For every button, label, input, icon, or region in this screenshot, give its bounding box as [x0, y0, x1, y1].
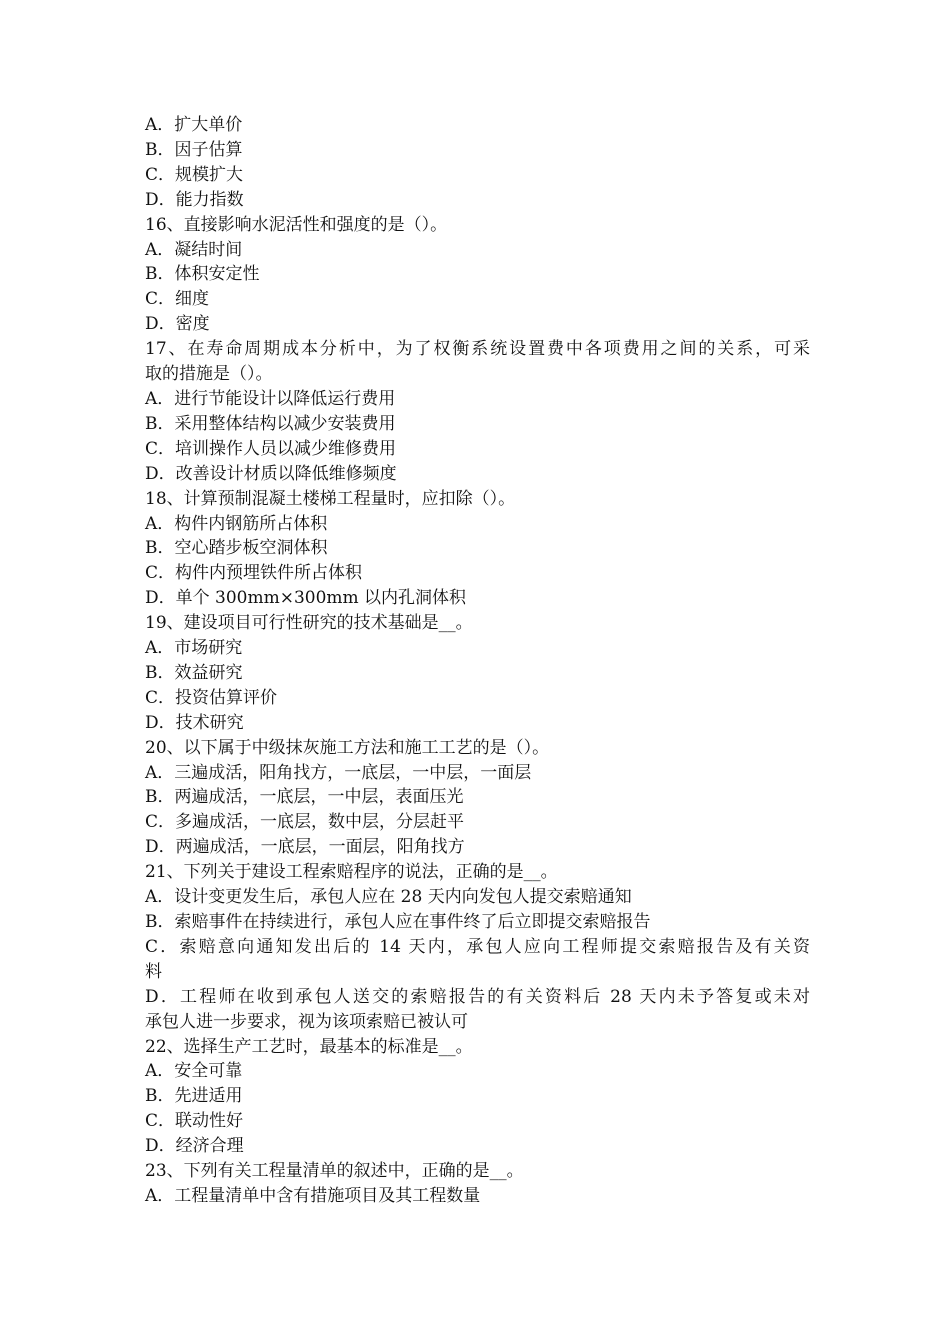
option-line: D．工程师在收到承包人送交的索赔报告的有关资料后 28 天内未予答复或未对: [145, 986, 810, 1007]
option-line: B．效益研究: [145, 662, 243, 683]
question-20: 20、以下属于中级抹灰施工方法和施工工艺的是（）。: [145, 737, 550, 758]
option-line: D．经济合理: [145, 1136, 244, 1157]
option-line: C．索赔意向通知发出后的 14 天内，承包人应向工程师提交索赔报告及有关资: [145, 936, 810, 957]
option-line-continued: 料: [145, 961, 162, 982]
question-17-continued: 取的措施是（）。: [145, 364, 273, 385]
option-line: A．凝结时间: [145, 239, 243, 260]
option-line: B．先进适用: [145, 1086, 243, 1107]
option-line: C．规模扩大: [145, 164, 244, 185]
option-line: D．两遍成活，一底层，一面层，阳角找方: [145, 837, 465, 858]
option-line: C．细度: [145, 289, 210, 310]
question-18: 18、计算预制混凝土楼梯工程量时，应扣除（）。: [145, 488, 516, 509]
option-line: C．投资估算评价: [145, 687, 278, 708]
option-line: B．空心踏步板空洞体积: [145, 538, 328, 559]
option-line: D．密度: [145, 314, 210, 335]
option-line: C．联动性好: [145, 1111, 244, 1132]
option-line: A．工程量清单中含有措施项目及其工程数量: [145, 1185, 481, 1206]
question-19: 19、建设项目可行性研究的技术基础是__。: [145, 613, 473, 634]
option-line: B．两遍成活，一底层，一中层，表面压光: [145, 787, 464, 808]
option-line: A．扩大单价: [145, 115, 243, 135]
option-line: C．培训操作人员以减少维修费用: [145, 438, 397, 459]
option-line: D．技术研究: [145, 712, 244, 733]
option-line: A．三遍成活，阳角找方，一底层，一中层，一面层: [145, 762, 532, 783]
option-line: A．市场研究: [145, 638, 243, 659]
option-line: A．设计变更发生后，承包人应在 28 天内向发包人提交索赔通知: [145, 887, 632, 908]
option-line: D．改善设计材质以降低维修频度: [145, 463, 397, 484]
option-line-continued: 承包人进一步要求，视为该项索赔已被认可: [145, 1011, 468, 1032]
option-line: A．构件内钢筋所占体积: [145, 513, 328, 534]
option-line: B．采用整体结构以减少安装费用: [145, 413, 396, 434]
question-16: 16、直接影响水泥活性和强度的是（）。: [145, 214, 448, 235]
option-line: C．构件内预埋铁件所占体积: [145, 563, 363, 584]
question-23: 23、下列有关工程量清单的叙述中，正确的是__。: [145, 1161, 524, 1182]
question-21: 21、下列关于建设工程索赔程序的说法，正确的是__。: [145, 862, 558, 883]
option-line: A．进行节能设计以降低运行费用: [145, 388, 396, 409]
option-line: B．索赔事件在持续进行，承包人应在事件终了后立即提交索赔报告: [145, 912, 651, 932]
option-line: C．多遍成活，一底层，数中层，分层赶平: [145, 812, 465, 833]
option-line: D．单个 300mm×300mm 以内孔洞体积: [145, 588, 467, 609]
option-line: A．安全可靠: [145, 1061, 243, 1082]
question-22: 22、选择生产工艺时，最基本的标准是__。: [145, 1036, 473, 1057]
option-line: B．因子估算: [145, 139, 243, 160]
question-17: 17、在寿命周期成本分析中，为了权衡系统设置费中各项费用之间的关系，可采: [145, 339, 810, 360]
question-text-block: [145, 113, 810, 1209]
option-line: B．体积安定性: [145, 264, 260, 285]
option-line: D．能力指数: [145, 189, 244, 210]
